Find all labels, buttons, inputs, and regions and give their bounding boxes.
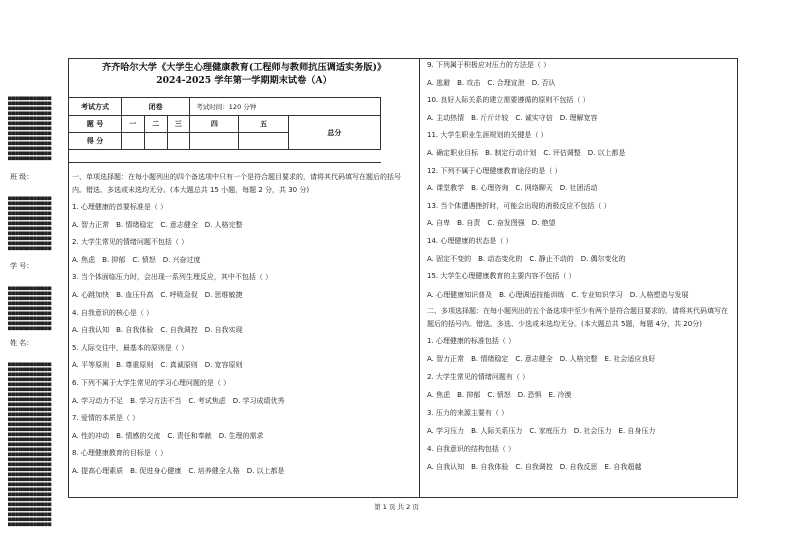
question-options: A. 自卑 B. 自责 C. 奋发图强 D. 绝望 — [427, 219, 556, 228]
question-no-label: 题 号 — [69, 116, 122, 133]
title-line-1: 齐齐哈尔大学《大学生心理健康教育(工程师与教师抗压调适实务版)》 — [101, 62, 387, 73]
question-options: A. 学习动力不足 B. 学习方法不当 C. 考试焦虑 D. 学习成绩优秀 — [72, 396, 285, 405]
question-options: A. 确定职业目标 B. 制定行动计划 C. 评估调整 D. 以上都是 — [427, 148, 626, 157]
question-options: A. 智力正常 B. 情绪稳定 C. 意志健全 D. 人格完整 — [72, 220, 243, 229]
binding-dots-3: ■■■■■■■■■■■■ ■■■■■■■■■■■■ ■■■■■■■■■■■■ ■■■■■■■■■■■■ ■■■■■■■■■■■■ ■■■■■■■■■■■■ ■■■■■■■■■■■■ ■■■■■■■■■■■■ ■■■■■■■■■■■■ — [8, 286, 52, 332]
score-cell-3 — [167, 133, 190, 150]
question-text: 1. 心理健康的首要标准是（ ） — [72, 203, 168, 211]
question-text: 5. 人际交往中，最基本的原则是（ ） — [72, 343, 189, 352]
col-1: 一 — [122, 116, 145, 133]
question-text: 9. 下列属于积极应对压力的方法是（ ） — [427, 61, 551, 69]
class-label: 班 级： — [10, 173, 34, 181]
exam-form-value: 闭卷 — [122, 98, 190, 116]
question-text: 14. 心理健康的状态是（ ） — [427, 236, 513, 245]
question-text: 12. 下列不属于心理健康教育途径的是（ ） — [427, 166, 562, 175]
col-3: 三 — [167, 116, 190, 133]
score-label: 得 分 — [69, 133, 122, 150]
exam-time: 考试时间：120 分钟 — [190, 98, 381, 116]
col-5: 五 — [239, 116, 288, 133]
question-text: 3. 当个体面临压力时，会出现一系列生理反应，其中不包括（ ） — [72, 273, 273, 282]
question-text: 3. 压力的来源主要有（ ） — [427, 408, 509, 417]
question-options: A. 固定不变的 B. 动态变化的 C. 静止不动的 D. 偶尔变化的 — [427, 254, 626, 263]
name-label: 姓 名： — [10, 339, 34, 347]
question-options: A. 学习压力 B. 人际关系压力 C. 家庭压力 D. 社会压力 E. 自身压力 — [427, 427, 656, 436]
section-1-questions — [72, 199, 412, 481]
question-text: 11. 大学生职业生涯规划的关键是（ ） — [427, 131, 548, 140]
question-options: A. 智力正常 B. 情绪稳定 C. 意志健全 D. 人格完整 E. 社会适应良好 — [427, 355, 656, 364]
question-options: A. 提高心理素质 B. 促进身心健康 C. 培养健全人格 D. 以上都是 — [72, 466, 285, 475]
question-options: A. 心理健康知识普及 B. 心理调适技能训练 C. 专业知识学习 D. 人格塑造与发展 — [427, 290, 689, 299]
section-2-questions — [427, 333, 733, 477]
question-text: 10. 良好人际关系的建立需要遵循的原则不包括（ ） — [427, 96, 590, 105]
binding-dots-4: ■■■■■■■■■■■■ ■■■■■■■■■■■■ ■■■■■■■■■■■■ ■■■■■■■■■■■■ ■■■■■■■■■■■■ ■■■■■■■■■■■■ ■■■■■■■■■■■■ ■■■■■■■■■■■■ ■■■■■■■■■■■■ ■■■■■■■■■■■■ ■■■■■■■■■■■■ ■■■■■■■■■■■■ ■■■■■■■■■■■■ ■■■■■■■■■■■■ ■■■■■■■■■■■■ ■■■■■■■■■■■■ ■■■■■■■■■■■■ ■■■■■■■■■■■■ ■■■■■■■■■■■■ ■■■■■■■■■■■■ ■■■■■■■■■■■■ ■■■■■■■■■■■■ ■■■■■■■■■■■■ ■■■■■■■■■■■■ ■■■■■■■■■■■■ ■■■■■■■■■■■■ ■■■■■■■■■■■■ ■■■■■■■■■■■■ ■■■■■■■■■■■■ ■■■■■■■■■■■■ ■■■■■■■■■■■■ ■■■■■■■■■■■■ ■■■■■■■■■■■■ — [8, 362, 52, 528]
question-options: A. 平等原则 B. 尊重原则 C. 真诚原则 D. 宽容原则 — [72, 361, 243, 370]
question-text: 8. 心理健康教育的目标是（ ） — [72, 449, 168, 458]
question-options: A. 焦虑 B. 抑郁 C. 愤怒 D. 恐惧 E. 冷漠 — [427, 390, 572, 399]
binding-strip — [8, 0, 60, 549]
section-separator — [68, 162, 381, 163]
question-options: A. 性的冲动 B. 情感的交流 C. 责任和奉献 D. 生理的需求 — [72, 431, 264, 440]
score-table — [68, 97, 381, 150]
question-text: 7. 爱情的本质是（ ） — [72, 414, 140, 423]
page-footer: 第 1 页 共 2 页 — [374, 503, 419, 511]
section-2-intro: 二、多项选择题：在每小题列出的五个备选项中至少有两个是符合题目要求的，请将其代码填写在题后的括号内。错选、多选、少选或未选均无分。(本大题总共 5题，每题 4分，共 20分) — [427, 306, 728, 328]
single-choice-cont — [427, 57, 733, 302]
question-options: A. 自我认知 B. 自我体验 C. 自我调控 D. 自我实现 — [72, 326, 243, 335]
question-text: 4. 自我意识的结构包括（ ） — [427, 445, 516, 454]
section-1 — [72, 171, 412, 481]
question-text: 2. 大学生常见的情绪问题不包括（ ） — [72, 238, 189, 247]
question-text: 1. 心理健康的标准包括（ ） — [427, 336, 516, 345]
exam-title — [70, 61, 418, 87]
question-options: A. 逃避 B. 攻击 C. 合理宣泄 D. 否认 — [427, 78, 556, 87]
col-4: 四 — [190, 116, 239, 133]
column-divider — [419, 58, 420, 497]
score-cell-5 — [239, 133, 288, 150]
score-cell-1 — [122, 133, 145, 150]
score-cell-4 — [190, 133, 239, 150]
question-options: A. 焦虑 B. 抑郁 C. 愤怒 D. 兴奋过度 — [72, 255, 201, 264]
total-label: 总分 — [288, 116, 380, 150]
question-options: A. 主动热情 B. 斤斤计较 C. 诚实守信 D. 理解宽容 — [427, 113, 598, 122]
binding-dots-1: ■■■■■■■■■■■■ ■■■■■■■■■■■■ ■■■■■■■■■■■■ ■■■■■■■■■■■■ ■■■■■■■■■■■■ ■■■■■■■■■■■■ ■■■■■■■■■■■■ ■■■■■■■■■■■■ ■■■■■■■■■■■■ ■■■■■■■■■■■■ ■■■■■■■■■■■■ ■■■■■■■■■■■■ ■■■■■■■■■■■■ — [8, 96, 52, 162]
right-column — [427, 57, 733, 476]
score-cell-2 — [144, 133, 167, 150]
exam-form-label: 考试方式 — [69, 98, 122, 116]
question-text: 13. 当个体遭遇挫折时，可能会出现的消极反应不包括（ ） — [427, 201, 611, 210]
question-options: A. 课堂教学 B. 心理咨询 C. 网络聊天 D. 社团活动 — [427, 184, 598, 193]
student-id-label: 学 号： — [10, 262, 34, 270]
question-text: 4. 自我意识的核心是（ ） — [72, 308, 154, 317]
binding-dots-2: ■■■■■■■■■■■■ ■■■■■■■■■■■■ ■■■■■■■■■■■■ ■■■■■■■■■■■■ ■■■■■■■■■■■■ ■■■■■■■■■■■■ ■■■■■■■■■■■■ ■■■■■■■■■■■■ ■■■■■■■■■■■■ ■■■■■■■■■■■■ ■■■■■■■■■■■■ — [8, 196, 52, 252]
question-text: 15. 大学生心理健康教育的主要内容不包括（ ） — [427, 272, 576, 281]
question-text: 6. 下列不属于大学生常见的学习心理问题的是（ ） — [72, 378, 231, 387]
question-options: A. 心跳加快 B. 血压升高 C. 呼吸急促 D. 思维敏捷 — [72, 290, 243, 299]
col-2: 二 — [144, 116, 167, 133]
section-1-intro: 一、单项选择题：在每小题列出的四个备选项中只有一个是符合题目要求的，请将其代码填写在题后的括号内。错选、多选或未选均无分。(本大题总共 15 小题，每题 2 分，共 30 分) — [72, 173, 401, 194]
title-line-2: 2024-2025 学年第一学期期末试卷（A） — [156, 75, 332, 86]
question-text: 2. 大学生常见的情绪问题有（ ） — [427, 373, 530, 382]
question-options: A. 自我认知 B. 自我体验 C. 自我调控 D. 自我反思 E. 自我超越 — [427, 462, 642, 471]
